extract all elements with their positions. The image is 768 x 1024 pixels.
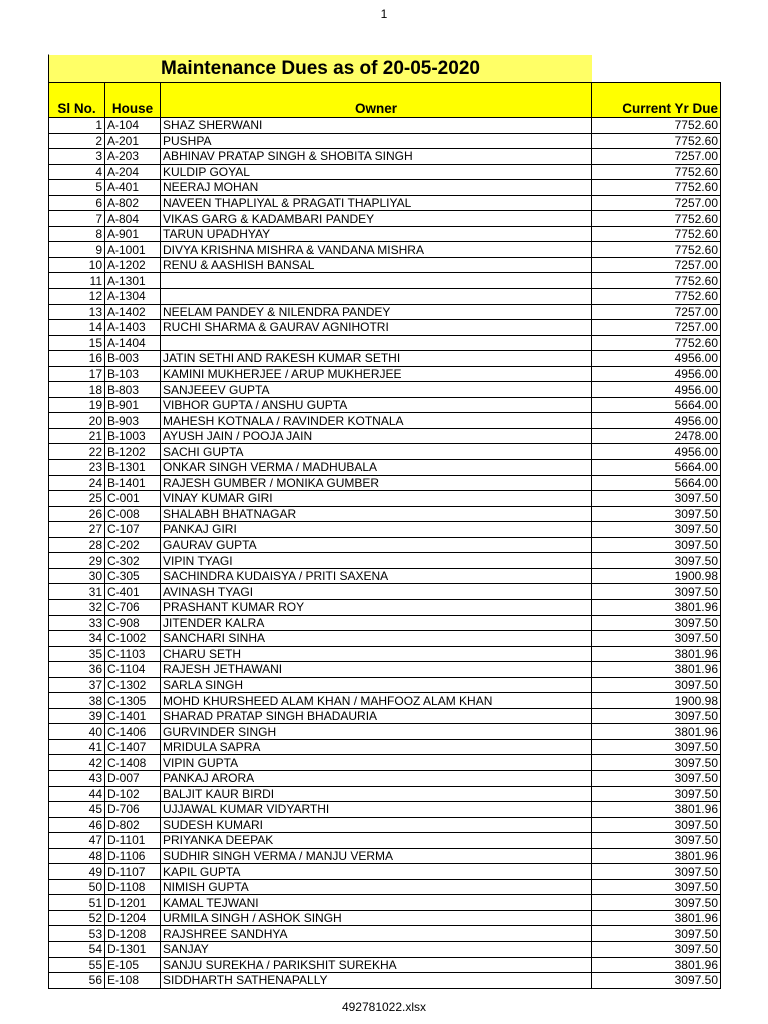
cell-owner: MOHD KHURSHEED ALAM KHAN / MAHFOOZ ALAM KHAN	[161, 693, 592, 709]
cell-owner: SHARAD PRATAP SINGH BHADAURIA	[161, 708, 592, 724]
cell-house: A-802	[105, 195, 161, 211]
cell-current-due: 5664.00	[592, 397, 721, 413]
cell-house: A-104	[105, 118, 161, 134]
cell-owner: VIPIN TYAGI	[161, 553, 592, 569]
table-row	[49, 537, 721, 553]
cell-house: A-1202	[105, 257, 161, 273]
cell-current-due: 4956.00	[592, 444, 721, 460]
cell-owner: AYUSH JAIN / POOJA JAIN	[161, 428, 592, 444]
cell-current-due: 7752.60	[592, 133, 721, 149]
cell-house: D-1208	[105, 926, 161, 942]
cell-house: A-203	[105, 149, 161, 165]
cell-house: E-108	[105, 973, 161, 989]
cell-current-due: 3097.50	[592, 895, 721, 911]
cell-current-due: 7257.00	[592, 195, 721, 211]
table-row	[49, 164, 721, 180]
cell-sl-no: 8	[49, 226, 105, 242]
cell-owner: SARLA SINGH	[161, 677, 592, 693]
cell-sl-no: 1	[49, 118, 105, 134]
cell-sl-no: 44	[49, 786, 105, 802]
cell-sl-no: 24	[49, 475, 105, 491]
cell-owner: RENU & AASHISH BANSAL	[161, 257, 592, 273]
table-row	[49, 833, 721, 849]
cell-sl-no: 6	[49, 195, 105, 211]
cell-current-due: 7752.60	[592, 335, 721, 351]
table-row	[49, 522, 721, 538]
cell-owner: PANKAJ GIRI	[161, 522, 592, 538]
cell-current-due: 7257.00	[592, 320, 721, 336]
cell-house: E-105	[105, 957, 161, 973]
cell-current-due: 4956.00	[592, 351, 721, 367]
table-row	[49, 724, 721, 740]
cell-current-due: 3097.50	[592, 786, 721, 802]
cell-house: C-706	[105, 599, 161, 615]
cell-current-due: 3097.50	[592, 941, 721, 957]
cell-house: A-804	[105, 211, 161, 227]
cell-sl-no: 30	[49, 568, 105, 584]
cell-sl-no: 51	[49, 895, 105, 911]
table-row	[49, 413, 721, 429]
cell-sl-no: 53	[49, 926, 105, 942]
cell-owner: PANKAJ ARORA	[161, 770, 592, 786]
cell-current-due: 7752.60	[592, 242, 721, 258]
cell-sl-no: 41	[49, 739, 105, 755]
cell-current-due: 3801.96	[592, 802, 721, 818]
cell-current-due: 4956.00	[592, 382, 721, 398]
cell-sl-no: 52	[49, 910, 105, 926]
cell-sl-no: 25	[49, 491, 105, 507]
table-row	[49, 584, 721, 600]
cell-current-due: 3097.50	[592, 833, 721, 849]
cell-current-due: 1900.98	[592, 568, 721, 584]
table-row	[49, 895, 721, 911]
cell-house: D-102	[105, 786, 161, 802]
cell-house: C-1305	[105, 693, 161, 709]
cell-sl-no: 47	[49, 833, 105, 849]
cell-owner: VINAY KUMAR GIRI	[161, 491, 592, 507]
cell-house: D-802	[105, 817, 161, 833]
table-row	[49, 460, 721, 476]
cell-sl-no: 12	[49, 289, 105, 305]
table-row	[49, 864, 721, 880]
cell-house: A-1403	[105, 320, 161, 336]
table-row	[49, 506, 721, 522]
table-row	[49, 397, 721, 413]
cell-sl-no: 34	[49, 631, 105, 647]
cell-owner	[161, 273, 592, 289]
cell-owner: NEELAM PANDEY & NILENDRA PANDEY	[161, 304, 592, 320]
cell-current-due: 3097.50	[592, 770, 721, 786]
cell-current-due: 7752.60	[592, 226, 721, 242]
table-row	[49, 599, 721, 615]
table-row	[49, 242, 721, 258]
cell-sl-no: 35	[49, 646, 105, 662]
cell-owner	[161, 335, 592, 351]
header-owner: Owner	[161, 83, 592, 118]
cell-sl-no: 16	[49, 351, 105, 367]
cell-owner: URMILA SINGH / ASHOK SINGH	[161, 910, 592, 926]
cell-house: C-1302	[105, 677, 161, 693]
table-row	[49, 739, 721, 755]
cell-house: B-1003	[105, 428, 161, 444]
cell-house: A-901	[105, 226, 161, 242]
cell-current-due: 3097.50	[592, 864, 721, 880]
cell-sl-no: 37	[49, 677, 105, 693]
cell-house: A-1404	[105, 335, 161, 351]
cell-sl-no: 3	[49, 149, 105, 165]
header-sl-no: Sl No.	[49, 83, 105, 118]
header-current-due: Current Yr Due	[592, 83, 721, 118]
table-row	[49, 926, 721, 942]
cell-sl-no: 10	[49, 257, 105, 273]
cell-owner: KAPIL GUPTA	[161, 864, 592, 880]
cell-house: B-901	[105, 397, 161, 413]
cell-current-due: 7257.00	[592, 304, 721, 320]
cell-owner: SUDESH KUMARI	[161, 817, 592, 833]
cell-house: C-401	[105, 584, 161, 600]
cell-house: D-1101	[105, 833, 161, 849]
table-row	[49, 149, 721, 165]
cell-house: B-003	[105, 351, 161, 367]
cell-sl-no: 11	[49, 273, 105, 289]
title-row	[48, 54, 720, 82]
cell-owner: RAJESH GUMBER / MONIKA GUMBER	[161, 475, 592, 491]
cell-house: C-305	[105, 568, 161, 584]
cell-house: A-201	[105, 133, 161, 149]
cell-sl-no: 13	[49, 304, 105, 320]
cell-current-due: 3801.96	[592, 662, 721, 678]
header-house: House	[105, 83, 161, 118]
cell-sl-no: 15	[49, 335, 105, 351]
dues-table	[48, 82, 721, 989]
cell-current-due: 5664.00	[592, 475, 721, 491]
cell-current-due: 7257.00	[592, 149, 721, 165]
cell-owner: DIVYA KRISHNA MISHRA & VANDANA MISHRA	[161, 242, 592, 258]
cell-house: A-204	[105, 164, 161, 180]
cell-current-due: 7752.60	[592, 180, 721, 196]
cell-current-due: 3097.50	[592, 817, 721, 833]
cell-current-due: 3801.96	[592, 724, 721, 740]
cell-sl-no: 46	[49, 817, 105, 833]
table-row	[49, 770, 721, 786]
table-row	[49, 273, 721, 289]
cell-sl-no: 22	[49, 444, 105, 460]
cell-owner: MRIDULA SAPRA	[161, 739, 592, 755]
table-row	[49, 553, 721, 569]
cell-current-due: 3097.50	[592, 708, 721, 724]
table-row	[49, 631, 721, 647]
cell-owner: SHAZ SHERWANI	[161, 118, 592, 134]
cell-sl-no: 7	[49, 211, 105, 227]
cell-owner: VIPIN GUPTA	[161, 755, 592, 771]
cell-owner: NEERAJ MOHAN	[161, 180, 592, 196]
cell-current-due: 7752.60	[592, 289, 721, 305]
cell-house: A-1402	[105, 304, 161, 320]
cell-owner: SANJEEEV GUPTA	[161, 382, 592, 398]
cell-current-due: 4956.00	[592, 413, 721, 429]
cell-owner: JITENDER KALRA	[161, 615, 592, 631]
table-row	[49, 662, 721, 678]
cell-owner: SACHI GUPTA	[161, 444, 592, 460]
table-row	[49, 133, 721, 149]
cell-house: B-803	[105, 382, 161, 398]
cell-house: C-008	[105, 506, 161, 522]
cell-sl-no: 43	[49, 770, 105, 786]
cell-sl-no: 36	[49, 662, 105, 678]
cell-sl-no: 23	[49, 460, 105, 476]
cell-sl-no: 18	[49, 382, 105, 398]
table-row	[49, 428, 721, 444]
cell-house: C-1103	[105, 646, 161, 662]
table-row	[49, 941, 721, 957]
cell-owner: ABHINAV PRATAP SINGH & SHOBITA SINGH	[161, 149, 592, 165]
cell-current-due: 5664.00	[592, 460, 721, 476]
cell-house: C-1002	[105, 631, 161, 647]
cell-owner: PRIYANKA DEEPAK	[161, 833, 592, 849]
cell-house: C-202	[105, 537, 161, 553]
cell-owner: KAMINI MUKHERJEE / ARUP MUKHERJEE	[161, 366, 592, 382]
cell-house: B-1301	[105, 460, 161, 476]
cell-sl-no: 4	[49, 164, 105, 180]
table-row	[49, 755, 721, 771]
cell-owner: VIBHOR GUPTA / ANSHU GUPTA	[161, 397, 592, 413]
cell-owner: PRASHANT KUMAR ROY	[161, 599, 592, 615]
cell-house: C-1407	[105, 739, 161, 755]
table-row	[49, 226, 721, 242]
cell-current-due: 3801.96	[592, 848, 721, 864]
table-row	[49, 910, 721, 926]
cell-owner: PUSHPA	[161, 133, 592, 149]
cell-current-due: 3097.50	[592, 631, 721, 647]
cell-owner: JATIN SETHI AND RAKESH KUMAR SETHI	[161, 351, 592, 367]
cell-house: C-302	[105, 553, 161, 569]
table-row	[49, 257, 721, 273]
cell-sl-no: 49	[49, 864, 105, 880]
header-row	[49, 83, 721, 118]
cell-sl-no: 38	[49, 693, 105, 709]
cell-sl-no: 56	[49, 973, 105, 989]
cell-current-due: 3097.50	[592, 879, 721, 895]
spreadsheet	[48, 54, 720, 989]
cell-sl-no: 20	[49, 413, 105, 429]
table-row	[49, 568, 721, 584]
cell-current-due: 3097.50	[592, 522, 721, 538]
cell-sl-no: 21	[49, 428, 105, 444]
cell-owner: SACHINDRA KUDAISYA / PRITI SAXENA	[161, 568, 592, 584]
cell-sl-no: 26	[49, 506, 105, 522]
cell-house: A-1001	[105, 242, 161, 258]
table-row	[49, 615, 721, 631]
cell-owner: SANJU SUREKHA / PARIKSHIT SUREKHA	[161, 957, 592, 973]
cell-owner: VIKAS GARG & KADAMBARI PANDEY	[161, 211, 592, 227]
table-row	[49, 693, 721, 709]
cell-current-due: 7752.60	[592, 273, 721, 289]
cell-house: C-1104	[105, 662, 161, 678]
cell-owner: CHARU SETH	[161, 646, 592, 662]
cell-current-due: 2478.00	[592, 428, 721, 444]
cell-house: C-1408	[105, 755, 161, 771]
cell-current-due: 3097.50	[592, 491, 721, 507]
table-row	[49, 708, 721, 724]
cell-house: D-1107	[105, 864, 161, 880]
cell-sl-no: 39	[49, 708, 105, 724]
table-row	[49, 289, 721, 305]
cell-owner: ONKAR SINGH VERMA / MADHUBALA	[161, 460, 592, 476]
table-row	[49, 351, 721, 367]
cell-sl-no: 29	[49, 553, 105, 569]
cell-house: C-001	[105, 491, 161, 507]
cell-current-due: 3801.96	[592, 957, 721, 973]
cell-house: C-908	[105, 615, 161, 631]
table-row	[49, 180, 721, 196]
table-row	[49, 382, 721, 398]
cell-house: A-401	[105, 180, 161, 196]
cell-sl-no: 17	[49, 366, 105, 382]
table-row	[49, 304, 721, 320]
table-row	[49, 491, 721, 507]
cell-owner: RAJESH JETHAWANI	[161, 662, 592, 678]
table-row	[49, 211, 721, 227]
cell-owner: MAHESH KOTNALA / RAVINDER KOTNALA	[161, 413, 592, 429]
cell-owner: SANCHARI SINHA	[161, 631, 592, 647]
table-row	[49, 646, 721, 662]
cell-owner: BALJIT KAUR BIRDI	[161, 786, 592, 802]
cell-owner: NAVEEN THAPLIYAL & PRAGATI THAPLIYAL	[161, 195, 592, 211]
cell-sl-no: 14	[49, 320, 105, 336]
cell-house: B-1202	[105, 444, 161, 460]
cell-owner: TARUN UPADHYAY	[161, 226, 592, 242]
cell-sl-no: 32	[49, 599, 105, 615]
cell-owner	[161, 289, 592, 305]
cell-sl-no: 50	[49, 879, 105, 895]
cell-current-due: 7752.60	[592, 118, 721, 134]
table-row	[49, 802, 721, 818]
table-row	[49, 786, 721, 802]
cell-owner: KULDIP GOYAL	[161, 164, 592, 180]
cell-current-due: 7752.60	[592, 164, 721, 180]
cell-house: A-1301	[105, 273, 161, 289]
cell-sl-no: 2	[49, 133, 105, 149]
cell-house: B-1401	[105, 475, 161, 491]
cell-current-due: 3097.50	[592, 973, 721, 989]
table-body	[49, 118, 721, 989]
table-row	[49, 444, 721, 460]
cell-owner: RAJSHREE SANDHYA	[161, 926, 592, 942]
cell-owner: SIDDHARTH SATHENAPALLY	[161, 973, 592, 989]
table-row	[49, 195, 721, 211]
cell-owner: SUDHIR SINGH VERMA / MANJU VERMA	[161, 848, 592, 864]
file-name-footer: 492781022.xlsx	[341, 1000, 427, 1014]
cell-owner: SHALABH BHATNAGAR	[161, 506, 592, 522]
cell-owner: GURVINDER SINGH	[161, 724, 592, 740]
cell-current-due: 3097.50	[592, 739, 721, 755]
cell-house: C-1406	[105, 724, 161, 740]
cell-owner: GAURAV GUPTA	[161, 537, 592, 553]
cell-current-due: 3097.50	[592, 677, 721, 693]
table-row	[49, 366, 721, 382]
cell-current-due: 7752.60	[592, 211, 721, 227]
cell-sl-no: 19	[49, 397, 105, 413]
cell-current-due: 3801.96	[592, 910, 721, 926]
cell-sl-no: 48	[49, 848, 105, 864]
cell-current-due: 3097.50	[592, 553, 721, 569]
cell-house: C-107	[105, 522, 161, 538]
cell-sl-no: 33	[49, 615, 105, 631]
cell-sl-no: 27	[49, 522, 105, 538]
cell-current-due: 3097.50	[592, 926, 721, 942]
cell-current-due: 3097.50	[592, 506, 721, 522]
table-row	[49, 848, 721, 864]
sheet-title: Maintenance Dues as of 20-05-2020	[48, 54, 592, 82]
cell-current-due: 7257.00	[592, 257, 721, 273]
cell-owner: SANJAY	[161, 941, 592, 957]
cell-sl-no: 54	[49, 941, 105, 957]
table-row	[49, 475, 721, 491]
cell-sl-no: 55	[49, 957, 105, 973]
cell-house: A-1304	[105, 289, 161, 305]
cell-current-due: 4956.00	[592, 366, 721, 382]
cell-house: D-007	[105, 770, 161, 786]
cell-owner: UJJAWAL KUMAR VIDYARTHI	[161, 802, 592, 818]
cell-current-due: 3801.96	[592, 646, 721, 662]
cell-owner: AVINASH TYAGI	[161, 584, 592, 600]
cell-house: D-1201	[105, 895, 161, 911]
cell-owner: KAMAL TEJWANI	[161, 895, 592, 911]
cell-house: D-1204	[105, 910, 161, 926]
cell-current-due: 3097.50	[592, 584, 721, 600]
table-row	[49, 879, 721, 895]
cell-current-due: 1900.98	[592, 693, 721, 709]
cell-house: C-1401	[105, 708, 161, 724]
table-row	[49, 817, 721, 833]
cell-house: D-1301	[105, 941, 161, 957]
cell-house: D-1106	[105, 848, 161, 864]
cell-house: B-903	[105, 413, 161, 429]
cell-sl-no: 40	[49, 724, 105, 740]
cell-sl-no: 5	[49, 180, 105, 196]
cell-house: B-103	[105, 366, 161, 382]
page-number: 1	[380, 7, 388, 21]
table-row	[49, 677, 721, 693]
cell-current-due: 3801.96	[592, 599, 721, 615]
table-row	[49, 973, 721, 989]
cell-sl-no: 28	[49, 537, 105, 553]
cell-sl-no: 42	[49, 755, 105, 771]
table-row	[49, 335, 721, 351]
cell-house: D-706	[105, 802, 161, 818]
cell-current-due: 3097.50	[592, 537, 721, 553]
cell-owner: RUCHI SHARMA & GAURAV AGNIHOTRI	[161, 320, 592, 336]
cell-owner: NIMISH GUPTA	[161, 879, 592, 895]
cell-house: D-1108	[105, 879, 161, 895]
table-row	[49, 320, 721, 336]
cell-sl-no: 45	[49, 802, 105, 818]
table-row	[49, 118, 721, 134]
cell-sl-no: 9	[49, 242, 105, 258]
cell-sl-no: 31	[49, 584, 105, 600]
cell-current-due: 3097.50	[592, 615, 721, 631]
title-blank-cell	[592, 54, 720, 82]
table-row	[49, 957, 721, 973]
cell-current-due: 3097.50	[592, 755, 721, 771]
